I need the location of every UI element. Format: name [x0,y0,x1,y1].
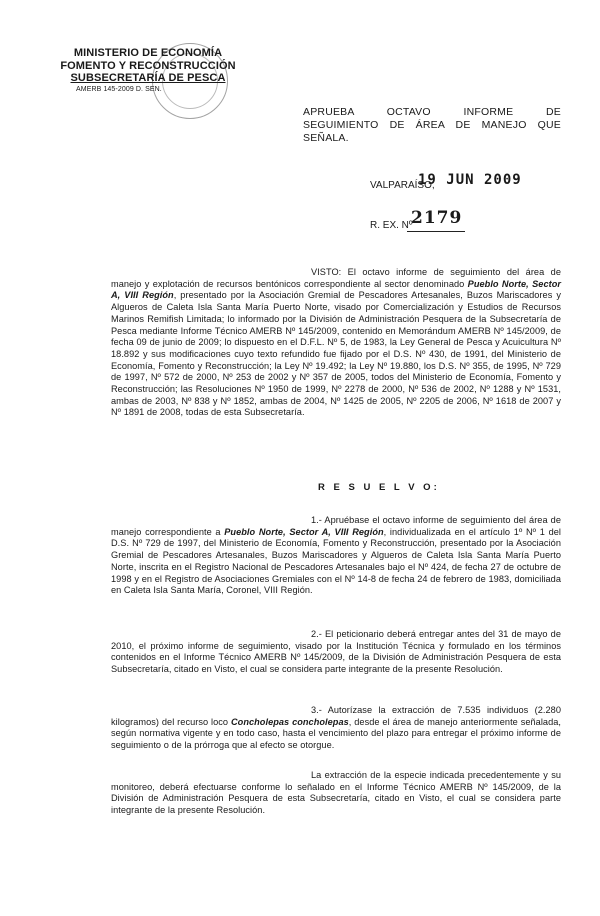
resolution-number-label: R. EX. Nº [370,220,413,231]
resolution-number-underline [407,231,465,232]
header-line-subsecretaria: SUBSECRETARÍA DE PESCA [70,72,226,84]
item-2-paragraph [111,629,561,676]
visto-rest: , presentado por la Asociación Gremial de Pescadores Artesanales, Buzos Mariscadores y Algueros de Caleta Isla Santa María Puerto Norte, visado por Comercialización y Estudios de Recursos Marinos Remifish Limitada; lo informado por la División de Administración Pesquera de la Subsecretaría de Pesca mediante Informe Técnico AMERB Nº 145/2009, contenido en Memorándum AMERB Nº 145/2009, de fecha 09 de junio de 2009; lo dispuesto en el D.F.L. Nº 5, de 1983, la Ley General de Pesca y Acuicultura Nº 18.892 y sus modificaciones cuyo texto refundido fue fijado por el D.S. Nº 430, de 1991, del Ministerio de Economía, Fomento y Reconstrucción; la Ley Nº 19.492; la Ley Nº 19.880, los D.S. Nº 355, de 1995, Nº 729 de 1997, Nº 572 de 2000, Nº 253 de 2002 y Nº 357 de 2005, todos del Ministerio de Economía, Fomento y Reconstrucción; las Resoluciones Nº 1950 de 1999, Nº 2278 de 2000, Nº 536 de 2002, Nº 1288 y Nº 1531, ambas de 2003, Nº 838 y Nº 1852, ambas de 2004, Nº 1425 de 2005, Nº 2205 de 2006, Nº 1618 de 2007 y Nº 1891 de 2008, todas de esta Subsecretaría. [111,290,561,418]
visto-lead: VISTO: El octavo informe de seguimiento del área de manejo y explotación de recursos bentónicos correspondiente al sector denominado [111,267,561,289]
item-1-rest: , individualizada en el artículo 1º Nº 1 del D.S. Nº 729 de 1997, del Ministerio de Economía, Fomento y Reconstrucción, presentado por la Asociación Gremial de Pescadores Artesanales, Buzos Mariscadores y Algueros de Caleta Isla Santa María Puerto Norte, inscrita en el Registro Nacional de Pescadores Artesanales bajo el Nº 424, de fecha 27 de octubre de 1998 y en el Registro de Asociaciones Gremiales con el Nº 14-8 de fecha 24 de febrero de 1983, domiciliada en Caleta Isla Santa María, Coronel, VIII Región. [111,526,561,596]
resuelvo-heading: R E S U E L V O: [318,482,440,493]
item-1-paragraph [111,515,561,597]
resolution-number: 2179 [411,208,463,228]
item-3-paragraph [111,705,561,752]
date-label: VALPARAÍSO, [370,180,435,191]
item-3-lead: 3.- Autorízase la extracción de 7.535 individuos (2.280 kilogramos) del recurso loco [111,705,561,727]
resolution-subject: APRUEBA OCTAVO INFORME DE SEGUIMIENTO DE ÁREA DE MANEJO QUE SEÑALA. [303,106,561,144]
date-stamp: 19 JUN 2009 [418,172,522,188]
header-line-ministry: MINISTERIO DE ECONOMÍA [73,47,223,59]
visto-paragraph [111,267,561,419]
ministry-header [58,47,238,94]
item-3-rest: , desde el área de manejo anteriormente señalada, según normativa vigente y en todo caso, hasta el vencimiento del plazo para entregar el próximo informe de seguimiento o de la prórroga que al efecto se otorgue. [111,716,561,751]
item-4-paragraph [111,770,561,817]
header-reference: AMERB 145-2009 D. SEN. [76,85,162,93]
visto-sector: Pueblo Norte, Sector A, VIII Región [111,278,561,301]
item-2-text: 2.- El peticionario deberá entregar antes del 31 de mayo de 2010, el próximo informe de seguimiento, visado por la Institución Técnica y formulado en los términos contenidos en el Informe Técnico AMERB Nº 145/2009, de la División de Administración Pesquera de esta Subsecretaría, citado en Visto, el cual se considera parte integrante de la presente Resolución. [111,629,561,675]
item-1-sector: Pueblo Norte, Sector A, VIII Región [224,526,384,537]
item-1-lead: 1.- Apruébase el octavo informe de seguimiento del área de manejo correspondiente a [111,515,561,537]
item-4-text: La extracción de la especie indicada precedentemente y su monitoreo, deberá efectuarse conforme lo señalado en el Informe Técnico AMERB Nº 145/2009, de la División de Administración Pesquera de esta Subsecretaría, citado en Visto, el cual se considera parte integrante de la presente Resolución. [111,770,561,816]
item-3-species: Concholepas concholepas [230,716,349,727]
header-line-ministry-2: FOMENTO Y RECONSTRUCCIÓN [60,59,236,72]
